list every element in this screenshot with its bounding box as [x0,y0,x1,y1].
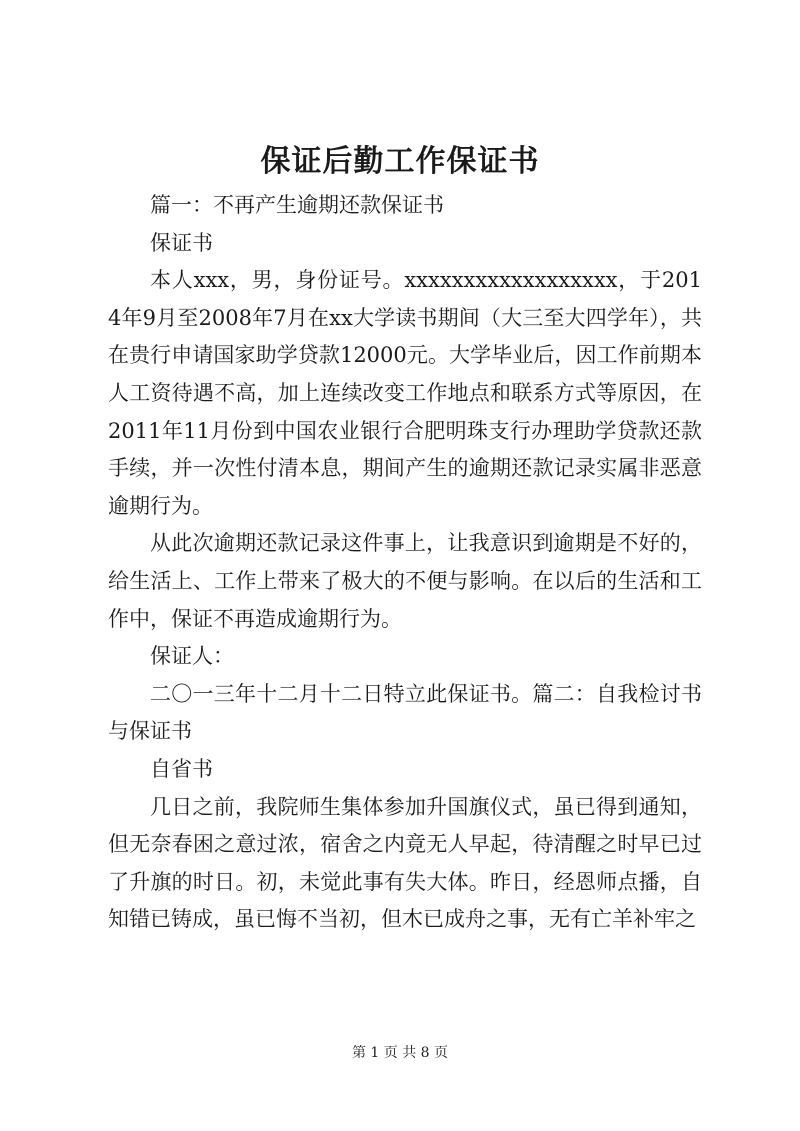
document-body [108,187,702,939]
paragraph-heading-guarantee: 保证书 [150,230,213,255]
paragraph-section-heading-1: 篇一：不再产生逾期还款保证书 [150,193,444,217]
page-number-footer: 第 1 页 共 8 页 [351,1045,449,1061]
paragraph-body: 几日之前，我院师生集体参加升国旗仪式，虽已得到通知，但无奈春困之意过浓，宿舍之内竟无人早起，待清醒之时早已过了升旗的时日。初，未觉此事有失大体。昨日，经恩师点播，自知错已铸成，虽已悔不当初，但木已成舟之事，无有亡羊补牢之 [108,794,702,932]
paragraph-heading-self-reflection: 自省书 [150,756,213,781]
document-title: 保证后勤工作保证书 [260,144,540,179]
paragraph-date-and-section-2: 二〇一三年十二月十二日特立此保证书。篇二：自我检讨书与保证书 [108,681,702,744]
paragraph-guarantor: 保证人： [150,644,234,669]
paragraph-body: 从此次逾期还款记录这件事上，让我意识到逾期是不好的，给生活上、工作上带来了极大的不便与影响。在以后的生活和工作中，保证不再造成逾期行为。 [108,531,702,631]
paragraph-body: 本人xxx，男，身份证号。xxxxxxxxxxxxxxxxxx，于2014年9月至2008年7月在xx大学读书期间（大三至大四学年），共在贵行申请国家助学贷款12000元。大学毕业后，因工作前期本人工资待遇不高，加上连续改变工作地点和联系方式等原因，在2011年11月份到中国农业银行合肥明珠支行办理助学贷款还款手续，并一次性付清本息，期间产生的逾期还款记录实属非恶意逾期行为。 [108,268,702,518]
